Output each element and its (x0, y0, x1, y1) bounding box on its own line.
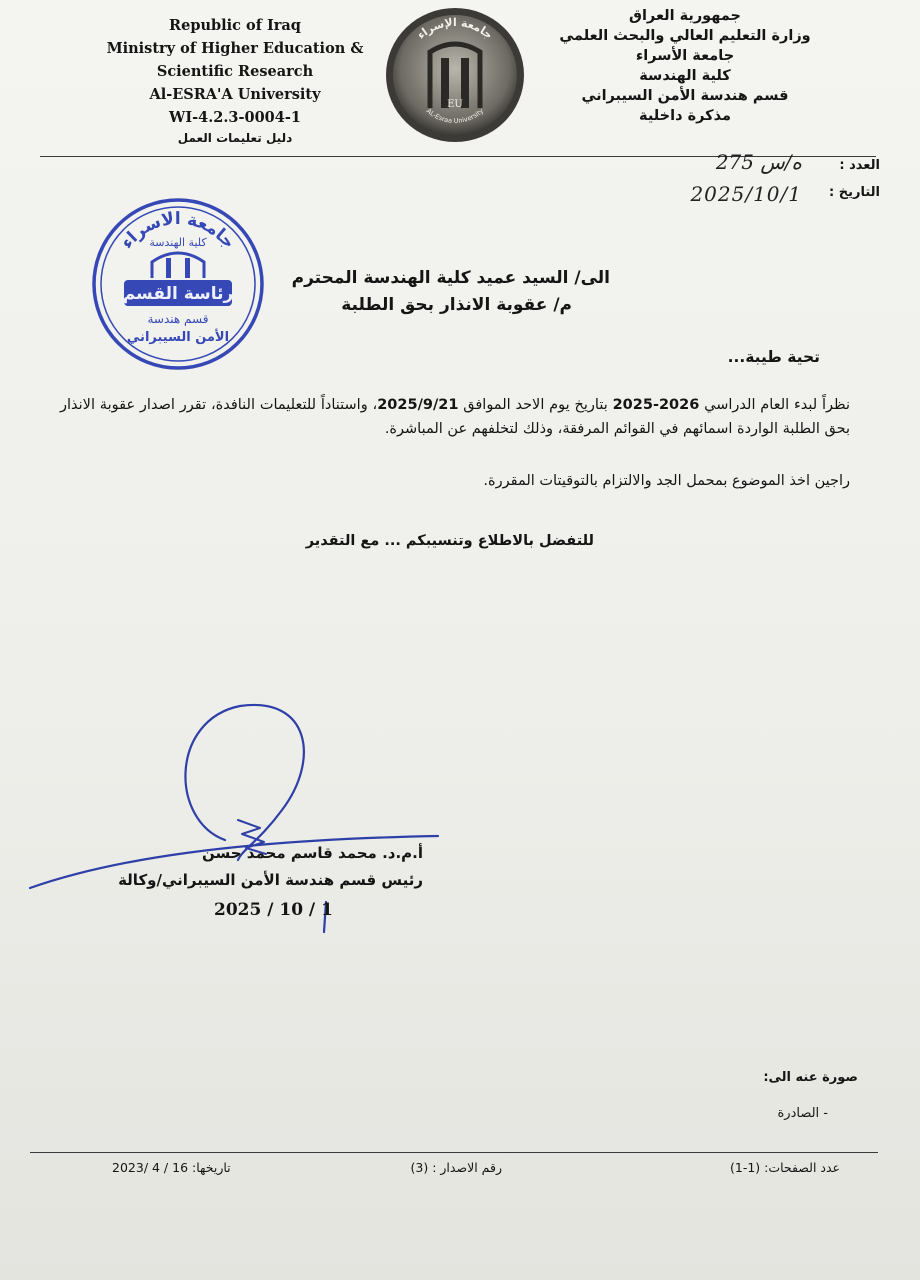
seal-line1-text: قسم هندسة (147, 312, 209, 326)
header-ar-line: جامعة الأسراء (635, 48, 735, 64)
signatory-date: 2025 / 10 / 1 (214, 900, 333, 920)
header-en-line: Scientific Research (156, 63, 314, 80)
header-en-line: Ministry of Higher Education & (106, 40, 364, 57)
header-ar-line: وزارة التعليم العالي والبحث العلمي (559, 28, 811, 44)
signatory-title: رئيس قسم هندسة الأمن السيبراني/وكالة (118, 871, 423, 889)
department-seal (90, 196, 266, 372)
addressee: الى/ السيد عميد كلية الهندسة المحترم (291, 268, 610, 288)
header-en-line: Al-ESRA'A University (149, 86, 321, 103)
para1-year: 2026-2025 (612, 397, 700, 413)
footer-issue-number: رقم الاصدار : (3) (410, 1160, 502, 1175)
header-en-line: Republic of Iraq (169, 17, 301, 34)
header-ar-line: كلية الهندسة (639, 68, 731, 84)
body-paragraph-1 (60, 393, 850, 473)
greeting: تحية طيبة... (727, 348, 820, 366)
ref-number-value: 275 ه/س (715, 150, 802, 174)
footer-divider (30, 1152, 878, 1153)
seal-title-text: رئاسة القسم (122, 284, 234, 304)
work-manual-label: دليل تعليمات العمل (177, 131, 293, 145)
header-ar-line: مذكرة داخلية (639, 108, 731, 124)
logo-arabic-text: جامعة الإسراء (414, 15, 496, 42)
cc-item: - الصادرة (777, 1106, 828, 1121)
logo-eu-text: EU (447, 99, 463, 110)
footer-page-count: عدد الصفحات: (1-1) (729, 1160, 840, 1175)
ref-number-label: العدد : (839, 158, 880, 173)
footer-issue-date: تاريخها: 16 / 4 /2023 (112, 1160, 231, 1175)
body-paragraph-2: راجين اخذ الموضوع بمحمل الجد والالتزام بالتوقيتات المقررة. (483, 473, 850, 489)
header-english (50, 14, 420, 147)
university-logo (384, 6, 526, 144)
para1-part-b: بتاريخ يوم الاحد الموافق (458, 397, 613, 413)
header-ar-line: قسم هندسة الأمن السيبراني (581, 88, 789, 104)
para1-part-a: نظراً لبدء العام الدراسي (699, 397, 850, 413)
seal-line2-text: الأمن السيبراني (126, 330, 230, 345)
subject: م/ عقوبة الانذار بحق الطلبة (341, 295, 572, 315)
cc-label: صورة عنه الى: (763, 1070, 858, 1085)
header-en-line: WI-4.2.3-0004-1 (169, 109, 301, 126)
logo-english-text: AL-Esraa University (424, 106, 486, 125)
closing-line: للتفضل بالاطلاع وتنسيبكم ... مع التقدير (305, 533, 594, 549)
para1-part-c: ، واستناداً للتعليمات النافدة، تقرر اصدار عقوبة الانذار بحق الطلبة الواردة اسمائهم في القوائم المرفقة، وذلك لتخلفهم عن المباشرة. (60, 397, 850, 437)
header-arabic (550, 6, 820, 126)
signatory-name: أ.م.د. محمد قاسم محمد حسن (202, 844, 423, 862)
header-ar-line: جمهورية العراق (628, 8, 742, 24)
seal-arc-text: جامعة الاسراء (116, 208, 239, 253)
ref-date-value: 2025/10/1 (690, 182, 802, 206)
para1-date: 2025/9/21 (377, 397, 459, 413)
seal-sub-text: كلية الهندسة (149, 236, 207, 249)
ref-date-label: التاريخ : (829, 185, 880, 200)
